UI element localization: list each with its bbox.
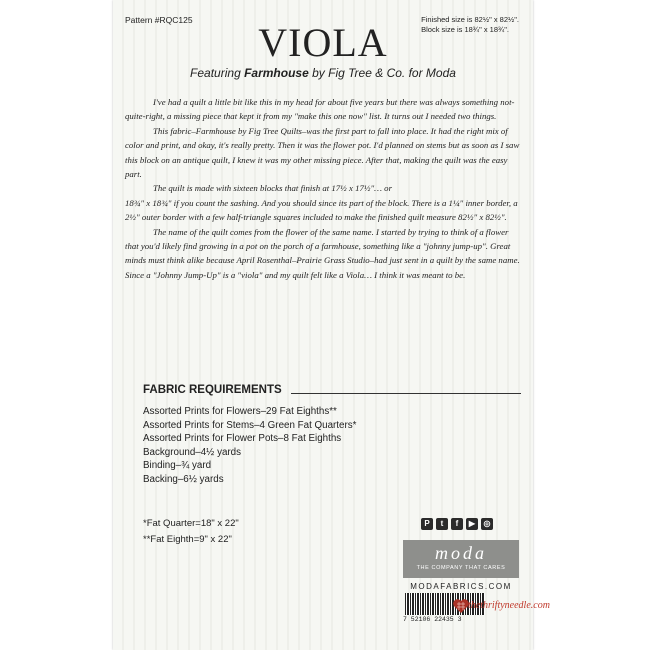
heading-rule [291, 393, 521, 394]
list-item: Assorted Prints for Flower Pots–8 Fat Eighths [143, 433, 342, 445]
subtitle-prefix: Featuring [190, 66, 245, 80]
social-icons [421, 518, 493, 530]
barcode-number: 7 52106 22435 3 [403, 616, 462, 623]
intro-paragraph: 18¾" x 18¾" if you count the sashing. And you should since its part of the block. There is a 1¼" inner border, a 2½" outer border with a few half-triangle squares included to make the finished quilt measure 82½" x 82½". [125, 197, 518, 223]
fabric-notes [143, 516, 239, 548]
moda-logo-box [403, 540, 519, 578]
pattern-back-cover [113, 0, 533, 650]
watermark: thethriftyneedle.com [468, 600, 550, 611]
facebook-icon[interactable]: f [451, 518, 463, 530]
intro-text [125, 95, 521, 282]
instagram-icon[interactable]: ◎ [481, 518, 493, 530]
page-title: VIOLA [258, 20, 388, 65]
list-item: Assorted Prints for Stems–4 Green Fat Quarters* [143, 419, 357, 431]
pinterest-icon[interactable]: P [421, 518, 433, 530]
intro-paragraph: This fabric–Farmhouse by Fig Tree Quilts–was the first part to fall into place. It had the right mix of color and print, and okay, it's really pretty. Then it was the flower pot. I'd planned on stems but as soon as I saw this block on an antique quilt, I knew it was my other missing piece. After that, making the quilt was the easy part. [125, 125, 520, 180]
block-size: Block size is 18¾" x 18¾". [421, 25, 509, 34]
intro-paragraph: The name of the quilt comes from the flower of the same name. I started by trying to think of a flower that you'd likely find growing in a pot on the porch of a farmhouse, something like a "johnny jump-up". Great minds must think alike because April Rosenthal–Prairie Grass Studio–had just sent in a quilt by the same name. Since a "Johnny Jump-Up" is a "viola" and my quilt felt like a Viola… I think it was meant to be. [125, 226, 520, 280]
subtitle-suffix: by Fig Tree & Co. for Moda [308, 66, 456, 80]
list-item: Backing–6½ yards [143, 473, 224, 485]
list-item: Assorted Prints for Flowers–29 Fat Eighths** [143, 406, 337, 417]
moda-url[interactable]: MODAFABRICS.COM [410, 582, 512, 591]
list-item: Background–4½ yards [143, 446, 242, 458]
fabric-requirements-list [143, 405, 356, 487]
finished-size: Finished size is 82½" x 82½". [421, 15, 519, 24]
intro-paragraph: The quilt is made with sixteen blocks that finish at 17½ x 17½"… or [153, 183, 392, 194]
moda-logo: moda [435, 543, 487, 563]
intro-paragraph: I've had a quilt a little bit like this in my head for about five years but there was always something not-quite-right, a missing piece that kept it from my "make this one now" list. It turns out I needed two things. [125, 97, 515, 122]
youtube-icon[interactable]: ▶ [466, 518, 478, 530]
subtitle [113, 66, 533, 80]
list-item: Binding–¾ yard [143, 460, 212, 472]
fabric-name: Farmhouse [244, 66, 309, 80]
fabric-requirements-heading: FABRIC REQUIREMENTS [143, 384, 282, 396]
fat-eighth-note: **Fat Eighth=9" x 22" [143, 534, 232, 545]
pattern-number: Pattern #RQC125 [125, 15, 193, 25]
twitter-icon[interactable]: t [436, 518, 448, 530]
moda-tagline: THE COMPANY THAT CARES [416, 565, 506, 571]
fat-quarter-note: *Fat Quarter=18" x 22" [143, 518, 239, 529]
